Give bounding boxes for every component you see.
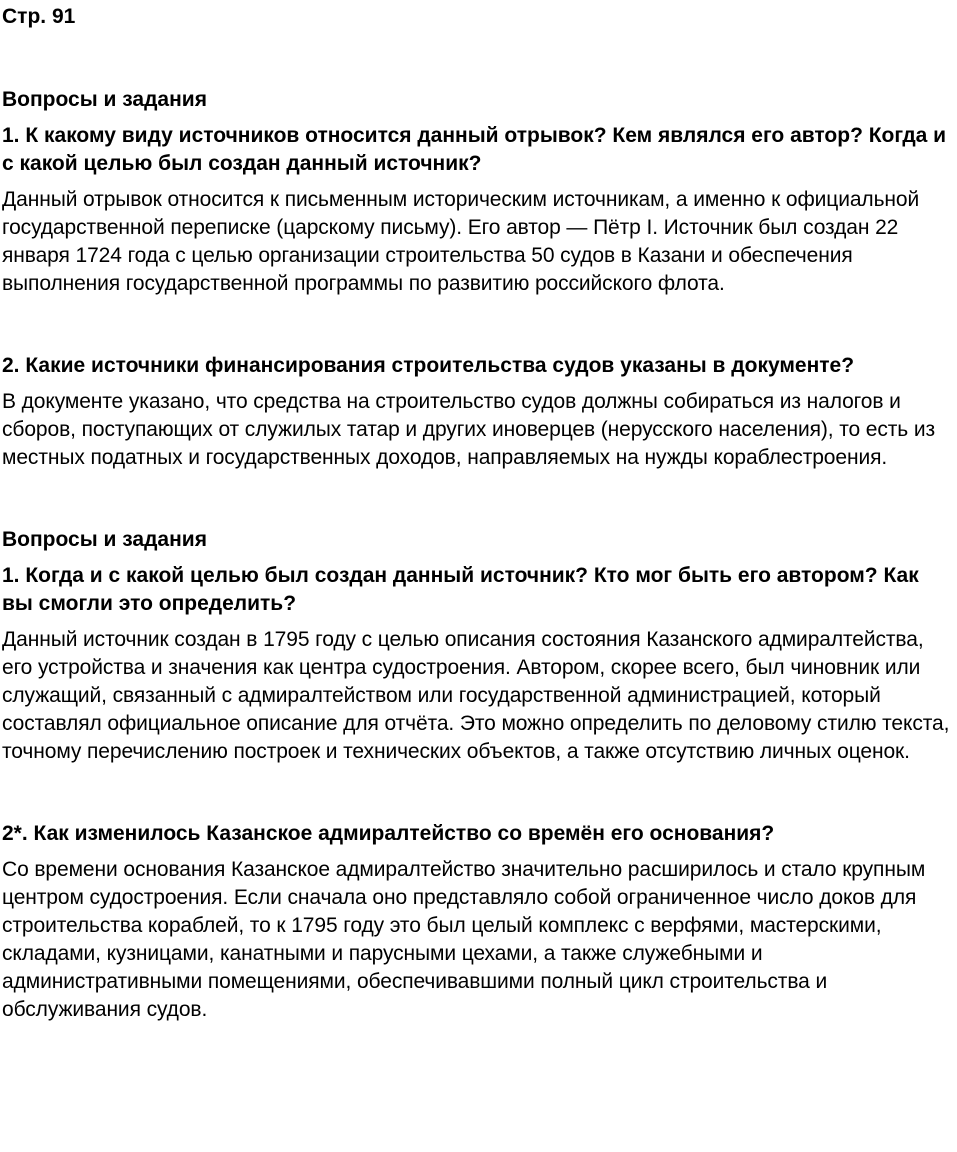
question-block <box>2 562 951 766</box>
answer-text: В документе указано, что средства на строительство судов должны собираться из налогов и сборов, поступающих от служилых татар и других иноверцев (нерусского населения), то есть из местных податных и государственных доходов, направляемых на нужды кораблестроения. <box>2 390 936 469</box>
question-text: 2*. Как изменилось Казанское адмиралтейство со времён его основания? <box>2 822 775 845</box>
question-text: 2. Какие источники финансирования строительства судов указаны в документе? <box>2 354 855 377</box>
questions-section-2 <box>2 526 951 1024</box>
question-block <box>2 820 951 1024</box>
page-number: Стр. 91 <box>2 5 76 28</box>
answer-text: Со времени основания Казанское адмиралтейство значительно расширилось и стало крупным центром судостроения. Если сначала оно представляло собой ограниченное число доков для строительства кораблей, то к 1795 году это был целый комплекс с верфями, мастерскими, складами, кузницами, канатными и парусными цехами, а также служебными и административными помещениями, обеспечивавшими полный цикл строительства и обслуживания судов. <box>2 858 926 1021</box>
questions-section-1 <box>2 86 951 472</box>
question-block <box>2 122 951 298</box>
answer-text: Данный отрывок относится к письменным историческим источникам, а именно к официальной государственной переписке (царскому письму). Его автор — Пётр I. Источник был создан 22 января 1724 года с целью организации строительства 50 судов в Казани и обеспечения выполнения государственной программы по развитию российского флота. <box>2 188 920 295</box>
question-block <box>2 352 951 472</box>
section-title: Вопросы и задания <box>2 528 207 551</box>
question-text: 1. Когда и с какой целью был создан данный источник? Кто мог быть его автором? Как вы смогли это определить? <box>2 564 919 615</box>
section-title: Вопросы и задания <box>2 88 207 111</box>
answer-text: Данный источник создан в 1795 году с целью описания состояния Казанского адмиралтейства, его устройства и значения как центра судостроения. Автором, скорее всего, был чиновник или служащий, связанный с адмиралтейством или государственной администрацией, который составлял официальное описание для отчёта. Это можно определить по деловому стилю текста, точному перечислению построек и технических объектов, а также отсутствию личных оценок. <box>2 628 950 763</box>
question-text: 1. К какому виду источников относится данный отрывок? Кем являлся его автор? Когда и с какой целью был создан данный источник? <box>2 124 947 175</box>
